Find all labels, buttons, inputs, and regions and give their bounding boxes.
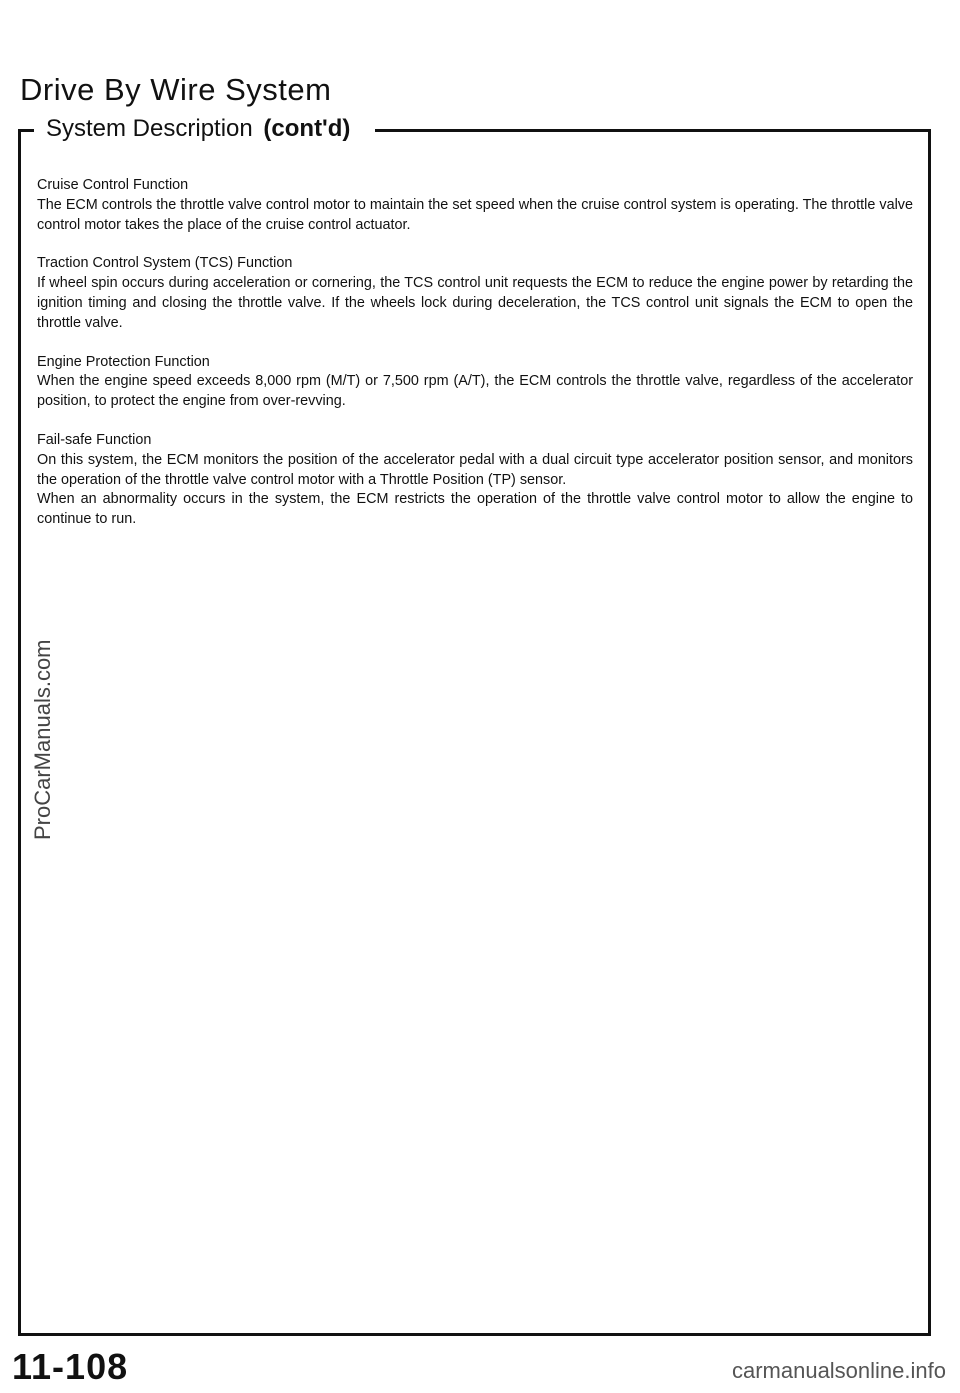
subtitle-continued: (cont'd) <box>263 115 351 142</box>
section-cruise-control <box>37 176 913 235</box>
section-body-continued: When an abnormality occurs in the system, the ECM restricts the operation of the throttle valve control motor to allow the engine to continue to run. <box>37 491 913 528</box>
section-heading: Traction Control System (TCS) Function <box>37 255 293 272</box>
section-heading: Engine Protection Function <box>37 353 210 370</box>
subtitle-text: System Description <box>46 115 253 142</box>
section-body: When the engine speed exceeds 8,000 rpm (M/T) or 7,500 rpm (A/T), the ECM controls the throttle valve, regardless of the accelerator position, to protect the engine from over-revving. <box>37 373 913 410</box>
frame-top-border-left <box>18 129 34 132</box>
section-engine-protection <box>37 353 913 412</box>
page-title: Drive By Wire System <box>20 72 332 107</box>
section-fail-safe <box>37 431 913 530</box>
section-heading: Fail-safe Function <box>37 431 152 448</box>
description-content <box>37 176 913 549</box>
side-watermark: ProCarManuals.com <box>30 639 55 840</box>
section-subtitle <box>46 115 350 143</box>
bottom-watermark: carmanualsonline.info <box>731 1358 946 1383</box>
section-body: On this system, the ECM monitors the position of the accelerator pedal with a dual circuit type accelerator position sensor, and monitors the operation of the throttle valve control motor with a Throttle Position (TP) sensor. <box>37 451 913 488</box>
section-heading: Cruise Control Function <box>37 177 189 193</box>
frame-top-border-right <box>375 129 931 132</box>
page-number: 11-108 <box>12 1346 129 1387</box>
section-body: If wheel spin occurs during acceleration or cornering, the TCS control unit requests the ECM to reduce the engine power by retarding the ignition timing and closing the throttle valve. If the wheels lock during deceleration, the TCS control unit signals the ECM to open the throttle valve. <box>37 275 913 331</box>
section-body: The ECM controls the throttle valve control motor to maintain the set speed when the cruise control system is operating. The throttle valve control motor takes the place of the cruise control actuator. <box>37 196 913 233</box>
section-traction-control <box>37 254 913 333</box>
